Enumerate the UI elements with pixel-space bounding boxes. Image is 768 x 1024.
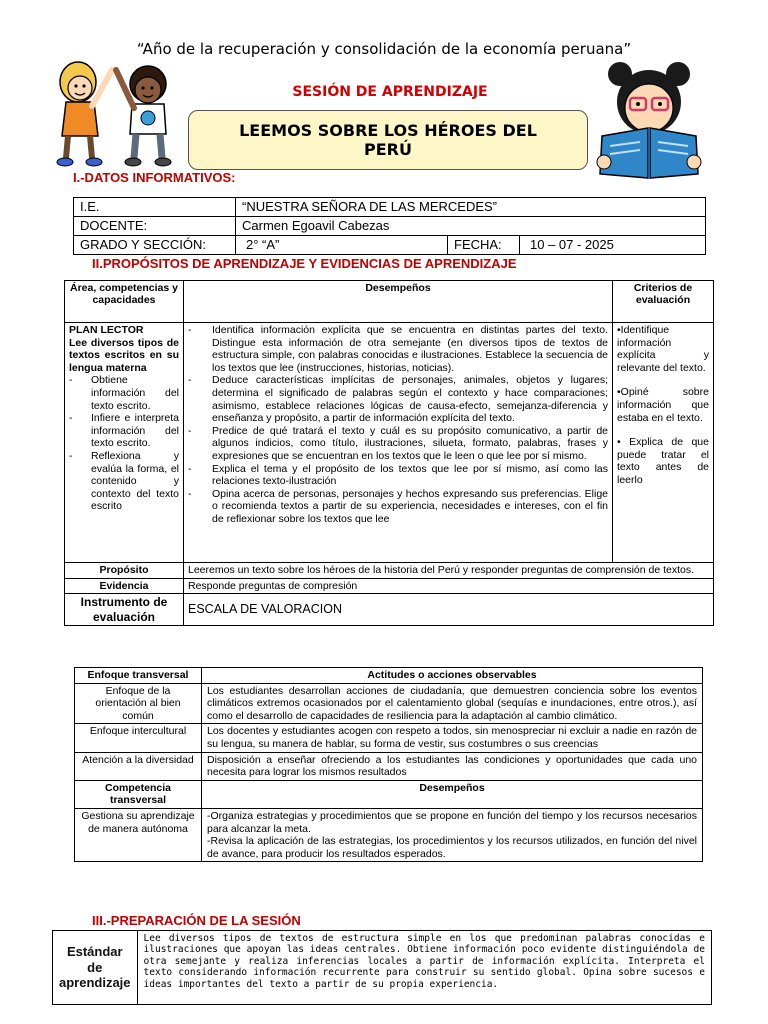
list-item: - Infiere e interpreta información del texto escrito. <box>69 412 179 450</box>
section-title-datos: I.-DATOS INFORMATIVOS: <box>73 170 236 185</box>
standard-table <box>52 930 712 1005</box>
session-title: SESIÓN DE APRENDIZAJE <box>292 84 488 100</box>
list-item: - Identifica información explícita que se encuentra en distintas partes del texto. Distingue esta información de otra semejante (en diversos tipos de textos de estructura simple, con palabras conocidas e ilustraciones. Establece la secuencia de los textos que lee (instrucciones, historias, noticias). <box>188 324 608 374</box>
evidence-value: Responde preguntas de compresión <box>184 578 714 594</box>
area-competence: Lee diversos tipos de textos escritos en su lengua materna <box>69 336 179 374</box>
criterion-item: • Explica de que puede tratar el texto antes de leerlo <box>617 436 709 486</box>
evidence-label: Evidencia <box>65 578 184 594</box>
date-label: FECHA: <box>448 236 520 255</box>
ie-value: “NUESTRA SEÑORA DE LAS MERCEDES” <box>236 198 706 217</box>
lesson-title: LEEMOS SOBRE LOS HÉROES DEL PERÚ <box>188 110 588 170</box>
table-row <box>65 281 714 323</box>
col-header-area: Área, competencias y capacidades <box>65 281 184 323</box>
table-row <box>75 752 703 780</box>
info-table <box>73 197 706 255</box>
table-row <box>65 323 714 563</box>
approach-text: Los docentes y estudiantes acogen con respeto a todos, sin menospreciar ni excluir a nadie en razón de su lengua, su manera de hablar, su forma de vestir, sus costumbres o sus creencias <box>202 724 703 752</box>
standard-label: Estándar de aprendizaje <box>53 931 138 1005</box>
purpose-label: Propósito <box>65 563 184 579</box>
section-title-propositos: II.PROPÓSITOS DE APRENDIZAJE Y EVIDENCIAS DE APRENDIZAJE <box>92 256 517 271</box>
col-header-performances: Desempeños <box>184 281 613 323</box>
table-row <box>53 931 712 1005</box>
table-row <box>75 668 703 684</box>
instrument-label: Instrumento de evaluación <box>65 594 184 626</box>
approach-name: Enfoque intercultural <box>75 724 202 752</box>
ie-label: I.E. <box>74 198 236 217</box>
approach-name: Enfoque de la orientación al bien común <box>75 683 202 724</box>
approach-text: Los estudiantes desarrollan acciones de ciudadanía, que demuestren conciencia sobre los eventos climáticos extremos ocasionados por el calentamiento global (sequías e inundaciones, entre otros.), así como el desarrollo de capacidades de resiliencia para la adaptación al cambio climático. <box>202 683 703 724</box>
list-item: - Predice de qué tratará el texto y cuál es su propósito comunicativo, a partir de algunos indicios, como título, ilustraciones, silueta, formato, palabras, frases y expresiones que se encuentran en los textos que le leen o que lee por sí mismo. <box>188 424 608 462</box>
girl-reading-book-illustration <box>590 62 710 184</box>
year-motto: “Año de la recuperación y consolidación de la economía peruana” <box>136 40 632 58</box>
approach-name: Atención a la diversidad <box>75 752 202 780</box>
criterion-item: •Opiné sobre información que estaba en el texto. <box>617 386 709 424</box>
list-item: - Explica el tema y el propósito de los textos que lee por sí mismo, así como las relaciones texto-ilustración <box>188 462 608 488</box>
teacher-value: Carmen Egoavil Cabezas <box>236 217 706 236</box>
approaches-table <box>74 667 703 862</box>
grade-value: 2° “A” <box>236 236 448 255</box>
col-header-approach: Enfoque transversal <box>75 668 202 684</box>
list-item: - Obtiene información del texto escrito. <box>69 374 179 412</box>
table-row <box>75 808 703 861</box>
col-header-comp-performances: Desempeños <box>202 780 703 808</box>
table-row <box>65 578 714 594</box>
grade-label: GRADO Y SECCIÓN: <box>74 236 236 255</box>
table-row <box>65 594 714 626</box>
teacher-label: DOCENTE: <box>74 217 236 236</box>
table-row <box>75 683 703 724</box>
standard-text: Lee diversos tipos de textos de estructura simple en los que predominan palabras conocidas e ilustraciones que apoyan las ideas centrales. Obtiene información poco evidente distinguiéndola de otra semejante y realiza inferencias locales a partir de información explícita. Interpreta el texto considerando información recurrente para construir su sentido global. Opina sobre sucesos e ideas importantes del texto a partir de su propia experiencia. <box>137 931 711 1005</box>
capacities-list <box>69 374 179 513</box>
table-row <box>75 724 703 752</box>
competence-name: Gestiona su aprendizaje de manera autónoma <box>75 808 202 861</box>
purposes-table <box>64 280 714 626</box>
purpose-value: Leeremos un texto sobre los héroes de la historia del Perú y responder preguntas de comprensión de textos. <box>184 563 714 579</box>
criterion-item: •Identifique información explícita y relevante del texto. <box>617 324 709 374</box>
table-row <box>75 780 703 808</box>
area-title: PLAN LECTOR <box>69 324 144 336</box>
col-header-competence: Competencia transversal <box>75 780 202 808</box>
instrument-value: ESCALA DE VALORACION <box>184 594 714 626</box>
col-header-attitudes: Actitudes o acciones observables <box>202 668 703 684</box>
table-row <box>74 217 706 236</box>
date-value: 10 – 07 - 2025 <box>520 236 706 255</box>
approach-text: Disposición a enseñar ofreciendo a los estudiantes las condiciones y oportunidades que cada uno necesita para lograr los mismos resultados <box>202 752 703 780</box>
competence-text: -Organiza estrategias y procedimientos que se propone en función del tiempo y los recursos necesarios para alcanzar la meta. <box>207 809 697 835</box>
table-row <box>74 236 706 255</box>
list-item: - Opina acerca de personas, personajes y hechos expresando sus preferencias. Elige o recomienda textos a partir de su experiencia, necesidades e intereses, con el fin de reflexionar sobre los textos que lee <box>188 487 608 525</box>
col-header-criteria: Criterios de evaluación <box>613 281 714 323</box>
competence-text: -Revisa la aplicación de las estrategias, los procedimientos y los recursos utilizados, en función del nivel de avance, para producir los resultados esperados. <box>207 835 697 860</box>
list-item: - Deduce características implícitas de personajes, animales, objetos y lugares; determina el significado de palabras según el contexto y hace comparaciones; asimismo, establece relaciones lógicas de causa-efecto, semejanza-diferencia y enseñanza y propósito, a partir de información explícita del texto. <box>188 374 608 425</box>
list-item: - Reflexiona y evalúa la forma, el contenido y contexto del texto escrito <box>69 449 179 513</box>
children-high-five-illustration <box>44 58 184 170</box>
performances-list <box>188 324 608 526</box>
table-row <box>65 563 714 579</box>
table-row <box>74 198 706 217</box>
section-title-preparacion: III.-PREPARACIÓN DE LA SESIÓN <box>92 913 301 928</box>
